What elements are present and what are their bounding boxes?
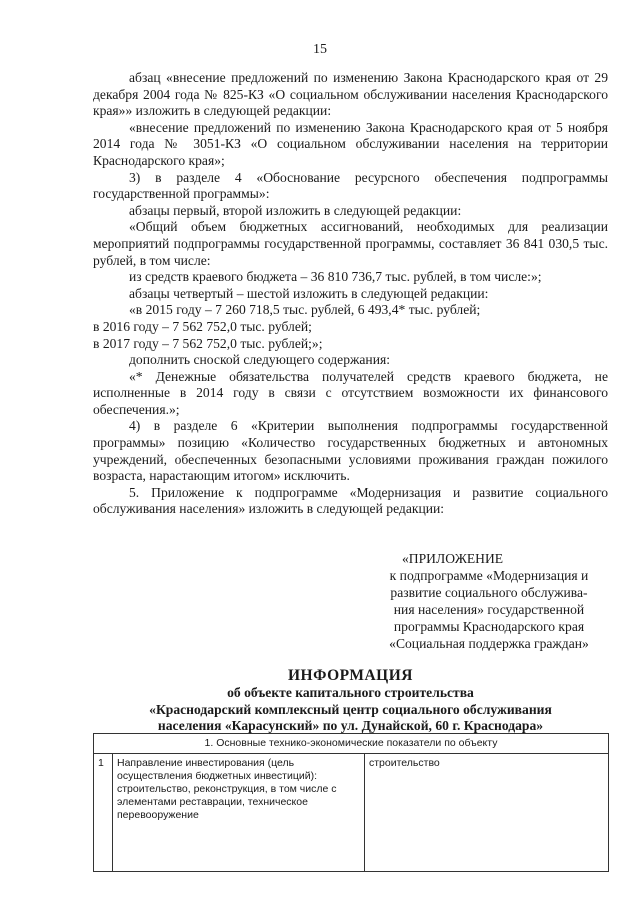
appendix-line: «Социальная поддержка граждан» (389, 636, 589, 651)
row-number: 1 (94, 754, 113, 872)
paragraph: 3) в разделе 4 «Обоснование ресурсного обеспечения подпрограммы государственной программы»: (93, 169, 608, 202)
info-heading-block (93, 666, 608, 735)
paragraph: из средств краевого бюджета – 36 810 736,7 тыс. рублей, в том числе:»; (129, 269, 542, 285)
paragraph: в 2016 году – 7 562 752,0 тыс. рублей; (93, 318, 312, 334)
table-section-header: 1. Основные технико-экономические показатели по объекту (94, 734, 609, 754)
paragraph: 4) в разделе 6 «Критерии выполнения подпрограммы государственной программы» позицию «Количество государственных бюджетных и автономных учреждений, обеспеченных безопасными условиями проживания граждан пожилого возраста, нарастающим итогом» исключить. (93, 418, 608, 484)
paragraph: «Общий объем бюджетных ассигнований, необходимых для реализации мероприятий подпрограммы государственной программы, составляет 36 841 030,5 тыс. рублей, в том числе: (93, 219, 608, 268)
page-number: 15 (313, 42, 327, 57)
paragraph: «внесение предложений по изменению Закона Краснодарского края от 5 ноября 2014 года № 3051-КЗ «О социальном обслуживании населения на территории Краснодарского края»; (93, 119, 608, 168)
row-label: Направление инвестирования (цель осуществления бюджетных инвестиций): строительство, реконструкция, в том числе с элементами реставрации, техническое перевооружение (113, 754, 365, 872)
paragraph: дополнить сноской следующего содержания: (129, 352, 391, 368)
row-value: строительство (365, 754, 609, 872)
appendix-heading: «ПРИЛОЖЕНИЕ (402, 551, 504, 566)
paragraph: «в 2015 году – 7 260 718,5 тыс. рублей, 6 493,4* тыс. рублей; (129, 302, 481, 318)
document-body (93, 70, 608, 518)
object-table (93, 733, 609, 872)
appendix-line: развитие социального обслужива- (390, 585, 588, 600)
paragraph: 5. Приложение к подпрограмме «Модернизация и развитие социального обслуживания населения» изложить в следующей редакции: (93, 484, 608, 517)
footnote-paragraph: «* Денежные обязательства получателей средств краевого бюджета, не исполненные в 2014 году в связи с отсутствием возможности их финансового обеспечения.»; (93, 368, 608, 417)
appendix-line: к подпрограмме «Модернизация и (389, 568, 589, 583)
info-subtitle: населения «Карасунский» по ул. Дунайской, 60 г. Краснодара» (157, 718, 544, 733)
paragraph: абзацы четвертый – шестой изложить в следующей редакции: (129, 285, 489, 301)
table-row (94, 754, 609, 872)
paragraph: в 2017 году – 7 562 752,0 тыс. рублей;»; (93, 335, 323, 351)
appendix-header (370, 550, 608, 652)
appendix-line: ния населения» государственной (393, 602, 585, 617)
appendix-line: программы Краснодарского края (393, 619, 585, 634)
paragraph: абзацы первый, второй изложить в следующей редакции: (129, 202, 462, 218)
paragraph: абзац «внесение предложений по изменению Закона Краснодарского края от 29 декабря 2004 года № 825-КЗ «О социальном обслуживании населения Краснодарского края»» изложить в следующей редакции: (93, 70, 608, 119)
info-subtitle: об объекте капитального строительства (227, 685, 474, 700)
table-section-row (94, 734, 609, 754)
info-title: ИНФОРМАЦИЯ (288, 667, 413, 684)
info-subtitle: «Краснодарский комплексный центр социального обслуживания (149, 701, 552, 717)
